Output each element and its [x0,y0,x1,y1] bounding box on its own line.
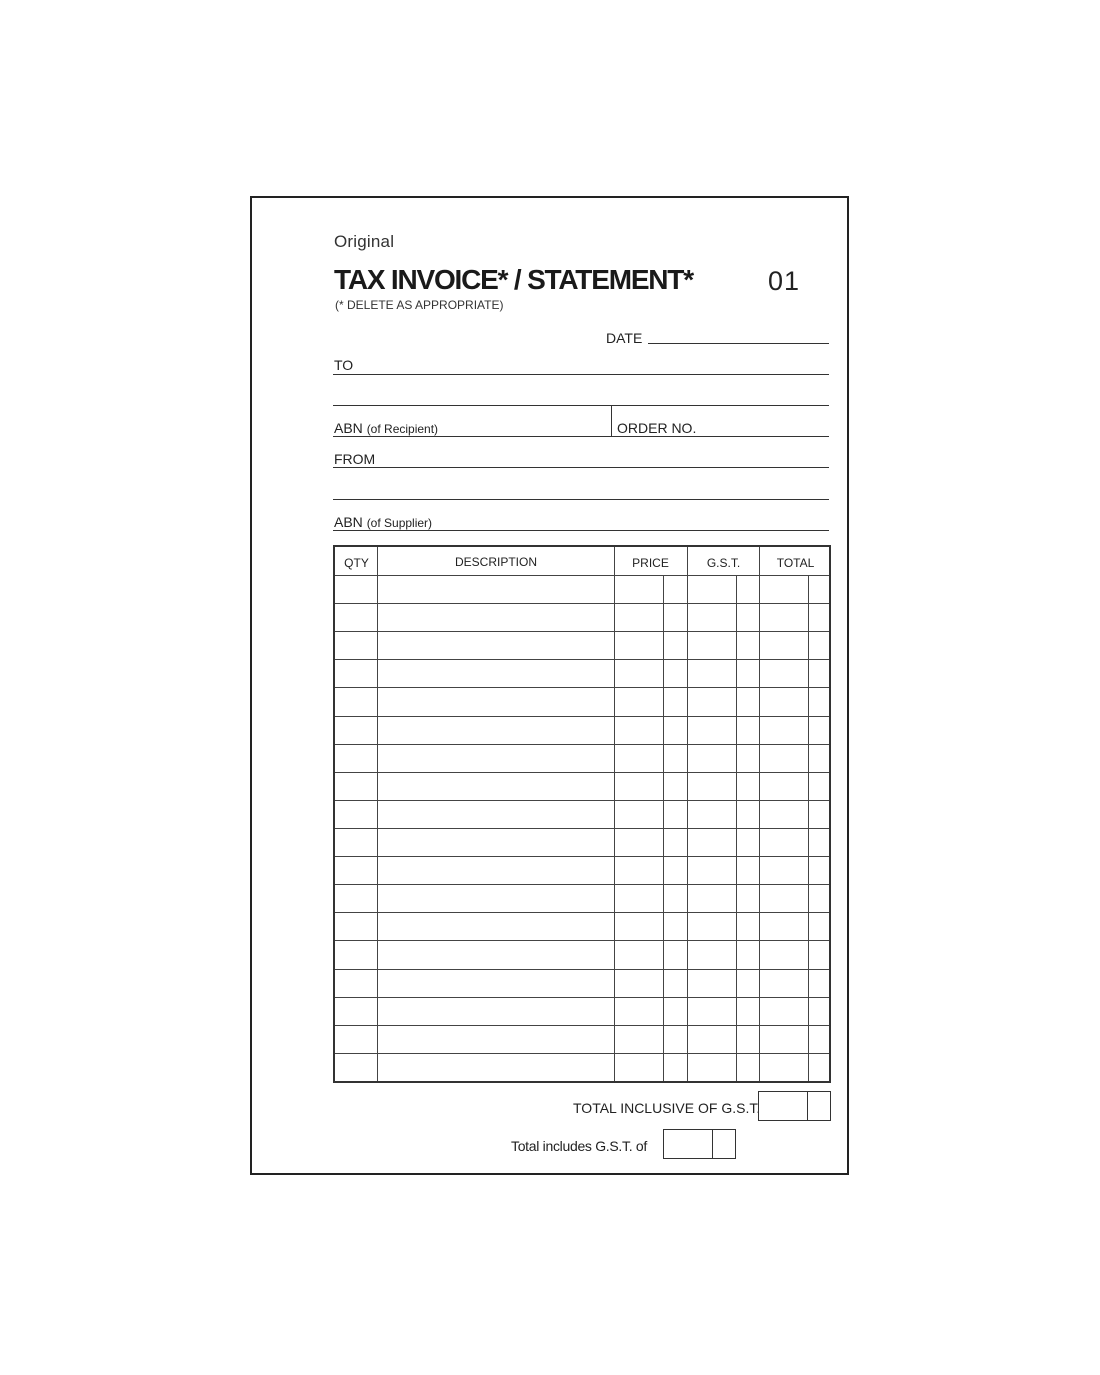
to-field-line-2[interactable] [333,405,829,406]
column-divider-description [614,547,615,1081]
table-row[interactable] [335,828,829,829]
table-row[interactable] [335,1053,829,1054]
total-inclusive-label: TOTAL INCLUSIVE OF G.S.T. [573,1100,761,1116]
abn-supplier-label-text: ABN [334,514,363,530]
column-divider-price [687,547,688,1081]
table-row[interactable] [335,997,829,998]
total-inclusive-box[interactable] [758,1091,831,1121]
column-header-qty: QTY [344,556,369,570]
table-row[interactable] [335,603,829,604]
from-field-line-2[interactable] [333,499,829,500]
order-no-label: ORDER NO. [617,420,697,436]
column-divider-gst [759,547,760,1081]
table-row[interactable] [335,969,829,970]
table-row[interactable] [335,884,829,885]
table-row[interactable] [335,856,829,857]
table-row[interactable] [335,716,829,717]
to-label: TO [334,357,354,373]
table-row[interactable] [335,800,829,801]
abn-supplier-sub: (of Supplier) [366,516,433,530]
invoice-form [250,196,849,1175]
column-header-price: PRICE [632,556,669,570]
table-row[interactable] [335,772,829,773]
column-header-description: DESCRIPTION [454,555,537,569]
column-header-total: TOTAL [776,556,815,570]
table-row[interactable] [335,940,829,941]
total-includes-gst-box[interactable] [663,1129,736,1159]
total-inclusive-cents-divider [807,1092,808,1120]
page-title: TAX INVOICE* / STATEMENT* [334,264,693,295]
date-field[interactable] [648,343,829,344]
form-number: 01 [768,266,801,296]
table-row[interactable] [335,687,829,688]
column-divider-qty [377,547,378,1081]
abn-order-divider [611,405,612,437]
table-row[interactable] [335,912,829,913]
abn-supplier-field[interactable] [333,530,829,531]
items-table [333,545,831,1083]
from-label: FROM [334,451,376,467]
total-includes-gst-label: Total includes G.S.T. of [511,1138,647,1154]
table-row[interactable] [335,575,829,576]
delete-note: (* DELETE AS APPROPRIATE) [335,298,504,312]
abn-recipient-label-text: ABN [334,420,363,436]
table-row[interactable] [335,1025,829,1026]
from-field-line-1[interactable] [333,467,829,468]
abn-recipient-field[interactable] [333,436,829,437]
total-includes-gst-cents-divider [712,1130,713,1158]
abn-recipient-label [334,420,438,436]
date-label: DATE [606,330,643,346]
table-row[interactable] [335,659,829,660]
copy-label: Original [334,232,395,251]
abn-recipient-sub: (of Recipient) [366,422,439,436]
table-row[interactable] [335,744,829,745]
abn-supplier-label [334,514,432,530]
column-header-gst: G.S.T. [706,556,741,570]
to-field-line-1[interactable] [333,374,829,375]
table-row[interactable] [335,631,829,632]
